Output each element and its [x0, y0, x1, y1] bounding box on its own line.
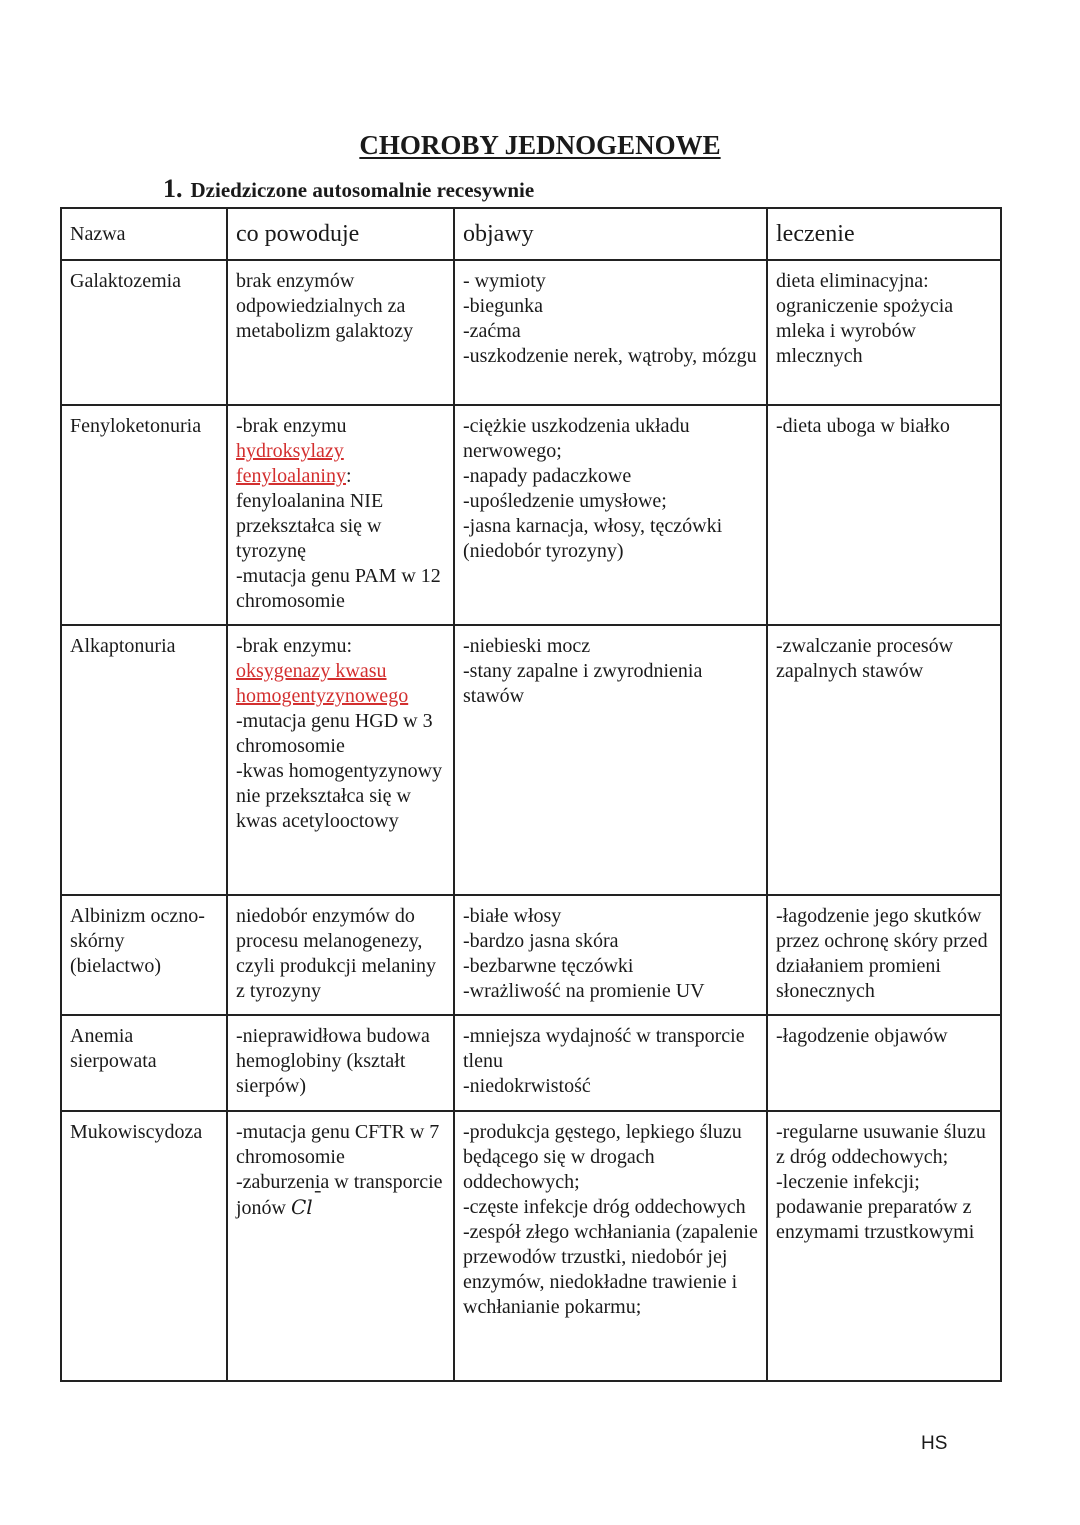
cause-line: -brak enzymu — [236, 415, 347, 437]
treatment-line: -zwalczanie procesów zapalnych stawów — [776, 635, 954, 682]
row-treatment — [767, 1015, 1001, 1111]
section-number: 1. — [163, 174, 183, 203]
symptom-line: -częste infekcje dróg oddechowych — [463, 1196, 746, 1218]
enzyme-name: hydroksylazy fenyloalaniny — [236, 440, 346, 487]
author-initials: HS — [921, 1433, 948, 1454]
symptom-line: -wrażliwość na promienie UV — [463, 980, 705, 1002]
diseases-table — [60, 207, 1002, 1382]
treatment-line: -leczenie infekcji; — [776, 1171, 920, 1193]
cause-line: -nieprawidłowa budowa hemoglobiny (kształt sierpów) — [236, 1025, 430, 1097]
cause-line: -kwas homogentyzynowy nie przekształca się w kwas acetylooctowy — [236, 760, 443, 832]
symptom-line: -bezbarwne tęczówki — [463, 955, 634, 977]
header-objawy: objawy — [454, 208, 767, 260]
cause-line: niedobór enzymów do procesu melanogenezy, czyli produkcji melaniny z tyrozyny — [236, 905, 436, 1002]
cause-line: -mutacja genu CFTR w 7 chromosomie — [236, 1121, 440, 1168]
ion-charge: ¯ — [312, 1187, 323, 1211]
cause-line: -mutacja genu PAM w 12 chromosomie — [236, 565, 441, 612]
table-row — [61, 405, 1001, 625]
row-symptoms — [454, 1111, 767, 1381]
symptom-line: -białe włosy — [463, 905, 562, 927]
treatment-line: podawanie preparatów z enzymami trzustkowymi — [776, 1196, 975, 1243]
symptom-line: -produkcja gęstego, lepkiego śluzu będącego się w drogach oddechowych; — [463, 1121, 742, 1193]
header-nazwa: Nazwa — [61, 208, 227, 260]
row-treatment — [767, 1111, 1001, 1381]
row-name: Mukowiscydoza — [61, 1111, 227, 1381]
symptom-line: -biegunka — [463, 295, 543, 317]
header-co-powoduje: co powoduje — [227, 208, 454, 260]
table-row — [61, 1111, 1001, 1381]
symptom-line: -zespół złego wchłaniania (zapalenie przewodów trzustki, niedobór jej enzymów, niedokładne trawienie i wchłanianie pokarmu; — [463, 1221, 758, 1318]
treatment-line: -łagodzenie jego skutków przez ochronę skóry przed działaniem promieni słonecznych — [776, 905, 988, 1002]
ion-symbol: Cl — [291, 1195, 313, 1219]
table-row — [61, 625, 1001, 895]
row-cause — [227, 625, 454, 895]
symptom-line: -ciężkie uszkodzenia układu nerwowego; — [463, 415, 690, 462]
row-treatment — [767, 625, 1001, 895]
row-cause — [227, 895, 454, 1015]
row-name: Anemia sierpowata — [61, 1015, 227, 1111]
symptom-line: - wymioty — [463, 270, 546, 292]
symptom-line: -niebieski mocz — [463, 635, 591, 657]
treatment-line: -regularne usuwanie śluzu z dróg oddechowych; — [776, 1121, 986, 1168]
cause-line: : fenyloalanina NIE przekształca się w tyrozynę — [236, 465, 384, 562]
row-symptoms — [454, 1015, 767, 1111]
symptom-line: -bardzo jasna skóra — [463, 930, 619, 952]
row-name: Alkaptonuria — [61, 625, 227, 895]
row-treatment — [767, 405, 1001, 625]
symptom-line: -upośledzenie umysłowe; — [463, 490, 667, 512]
treatment-line: -łagodzenie objawów — [776, 1025, 948, 1047]
row-treatment — [767, 895, 1001, 1015]
row-cause — [227, 1111, 454, 1381]
row-cause — [227, 405, 454, 625]
symptom-line: -mniejsza wydajność w transporcie tlenu — [463, 1025, 745, 1072]
row-name: Galaktozemia — [61, 260, 227, 405]
cause-line: -mutacja genu HGD w 3 chromosomie — [236, 710, 433, 757]
page-title: CHOROBY JEDNOGENOWE — [359, 130, 721, 160]
row-symptoms — [454, 405, 767, 625]
symptom-line: -napady padaczkowe — [463, 465, 632, 487]
symptom-line: -stany zapalne i zwyrodnienia stawów — [463, 660, 703, 707]
symptom-line: -niedokrwistość — [463, 1075, 591, 1097]
symptom-line: -uszkodzenie nerek, wątroby, mózgu — [463, 345, 757, 367]
row-cause — [227, 260, 454, 405]
treatment-line: dieta eliminacyjna: ograniczenie spożycia mleka i wyrobów mlecznych — [776, 270, 954, 367]
cause-line: -zaburzenia w transporcie jonów — [236, 1171, 443, 1219]
section-heading-text: Dziedziczone autosomalnie recesywnie — [190, 178, 535, 202]
cause-line: -brak enzymu: — [236, 635, 353, 657]
row-cause — [227, 1015, 454, 1111]
symptom-line: -jasna karnacja, włosy, tęczówki (niedobór tyrozyny) — [463, 515, 723, 562]
table-row — [61, 260, 1001, 405]
section-heading — [163, 174, 534, 204]
table-row — [61, 1015, 1001, 1111]
cause-line: brak enzymów odpowiedzialnych za metabolizm galaktozy — [236, 270, 414, 342]
row-symptoms — [454, 895, 767, 1015]
row-name: Fenyloketonuria — [61, 405, 227, 625]
symptom-line: -zaćma — [463, 320, 521, 342]
row-symptoms — [454, 260, 767, 405]
table-header-row — [61, 208, 1001, 260]
treatment-line: -dieta uboga w białko — [776, 415, 950, 437]
enzyme-name: oksygenazy kwasu homogentyzynowego — [236, 660, 409, 707]
row-name: Albinizm oczno-skórny (bielactwo) — [61, 895, 227, 1015]
table-row — [61, 895, 1001, 1015]
row-symptoms — [454, 625, 767, 895]
row-treatment — [767, 260, 1001, 405]
header-leczenie: leczenie — [767, 208, 1001, 260]
